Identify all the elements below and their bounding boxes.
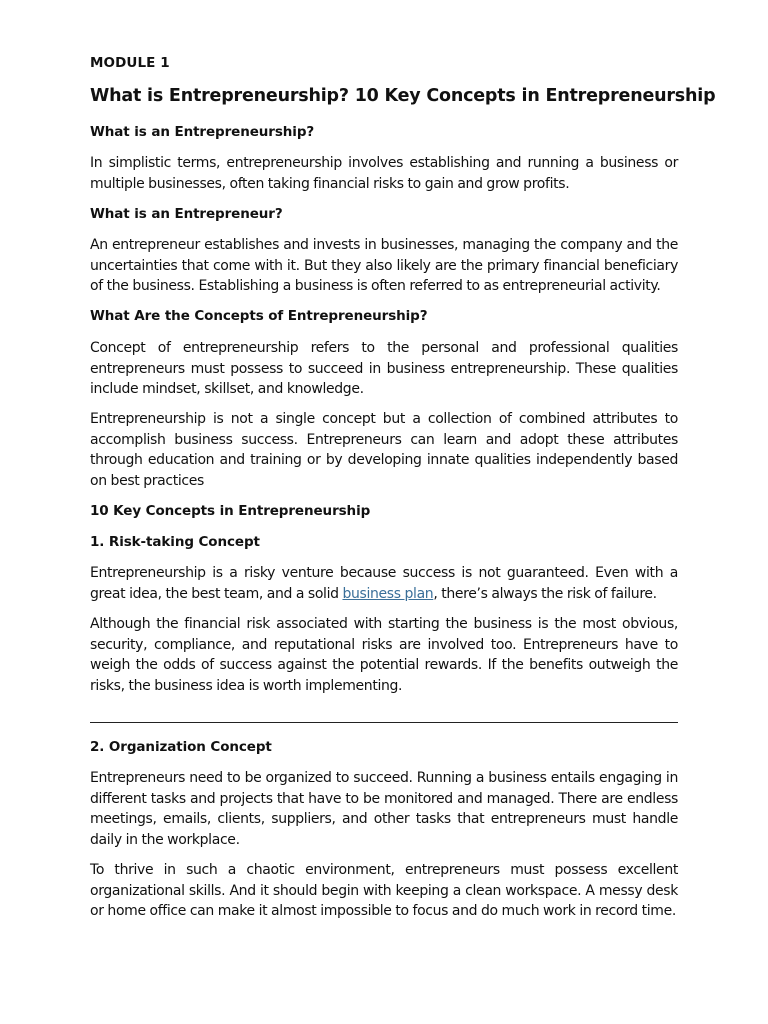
heading-concepts-of-entrepreneurship: What Are the Concepts of Entrepreneurship? <box>90 308 428 324</box>
section-divider <box>90 722 678 723</box>
business-plan-link[interactable]: business plan <box>342 585 434 602</box>
heading-10-key-concepts: 10 Key Concepts in Entrepreneurship <box>90 503 371 519</box>
heading-organization-concept: 2. Organization Concept <box>90 739 272 755</box>
risk-text-before-link: Entrepreneurship is a risky venture because success is not guaranteed. Even with a great idea, the best team, and a solid <box>90 565 678 602</box>
paragraph-risk-taking-intro <box>90 563 678 604</box>
heading-risk-taking-concept: 1. Risk-taking Concept <box>90 534 260 550</box>
paragraph-concepts-qualities: Concept of entrepreneurship refers to the personal and professional qualities entrepreneurs must possess to succeed in business entrepreneurship. These qualities include mindset, skillset, and knowledge. <box>90 340 678 398</box>
paragraph-organization-intro: Entrepreneurs need to be organized to succeed. Running a business entails engaging in different tasks and projects that have to be monitored and managed. There are endless meetings, emails, clients, suppliers, and other tasks that entrepreneurs must handle daily in the workplace. <box>90 770 678 848</box>
paragraph-concepts-attributes: Entrepreneurship is not a single concept but a collection of combined attributes to accomplish business success. Entrepreneurs can learn and adopt these attributes through education and training or by developing innate qualities independently based on best practices <box>90 411 678 489</box>
paragraph-risk-taking-detail: Although the financial risk associated with starting the business is the most obvious, security, compliance, and reputational risks are involved too. Entrepreneurs have to weigh the odds of success against the potential rewards. If the benefits outweigh the risks, the business idea is worth implementing. <box>90 616 678 694</box>
module-label: MODULE 1 <box>90 55 170 71</box>
page-title: What is Entrepreneurship? 10 Key Concepts in Entrepreneurship <box>90 86 716 106</box>
paragraph-entrepreneur-definition: An entrepreneur establishes and invests in businesses, managing the company and the uncertainties that come with it. But they also likely are the primary financial beneficiary of the business. Establishing a business is often referred to as entrepreneurial activity. <box>90 237 678 295</box>
heading-what-is-entrepreneurship: What is an Entrepreneurship? <box>90 124 315 140</box>
risk-text-after-link: , there’s always the risk of failure. <box>433 585 657 602</box>
paragraph-organization-detail: To thrive in such a chaotic environment, entrepreneurs must possess excellent organizational skills. And it should begin with keeping a clean workspace. A messy desk or home office can make it almost impossible to focus and do much work in record time. <box>90 862 678 920</box>
heading-what-is-entrepreneur: What is an Entrepreneur? <box>90 206 283 222</box>
paragraph-entrepreneurship-definition: In simplistic terms, entrepreneurship involves establishing and running a business or multiple businesses, often taking financial risks to gain and grow profits. <box>90 155 678 192</box>
